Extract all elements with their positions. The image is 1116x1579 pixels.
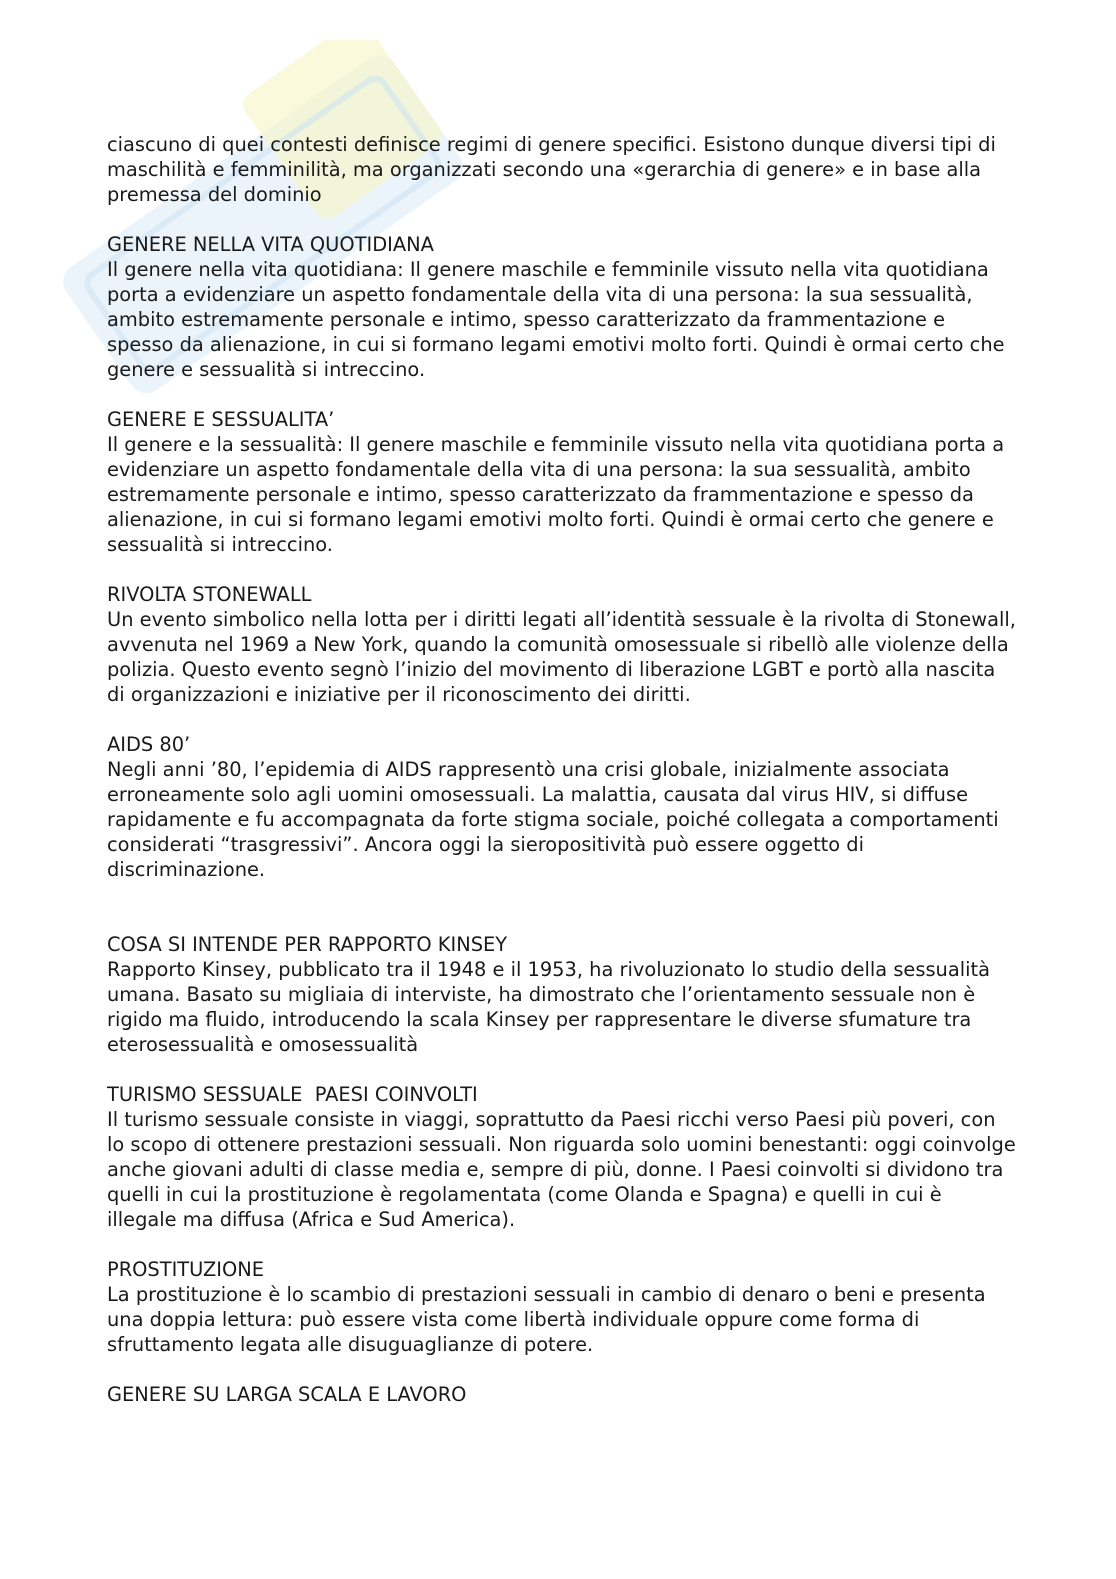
section-heading-turismo: TURISMO SESSUALE PAESI COINVOLTI <box>107 1083 478 1106</box>
section-text-kinsey: Rapporto Kinsey, pubblicato tra il 1948 e il 1953, ha rivoluzionato lo studio della sessualità umana. Basato su migliaia di interviste, ha dimostrato che l’orientamento sessuale non è rigido ma fluido, introducendo la scala Kinsey per rappresentare le diverse sfumature tra eterosessualità e omosessualità <box>107 958 990 1056</box>
section-heading-lavoro: GENERE SU LARGA SCALA E LAVORO <box>107 1383 467 1406</box>
section-text-prostituzione: La prostituzione è lo scambio di prestazioni sessuali in cambio di denaro o beni e presenta una doppia lettura: può essere vista come libertà individuale oppure come forma di sfruttamento legata alle disuguaglianze di potere. <box>107 1283 986 1356</box>
section-heading-vita-quotidiana: GENERE NELLA VITA QUOTIDIANA <box>107 233 434 256</box>
section-text-vita-quotidiana: Il genere nella vita quotidiana: Il genere maschile e femminile vissuto nella vita quotidiana porta a evidenziare un aspetto fondamentale della vita di una persona: la sua sessualità, ambito estremamente personale e intimo, spesso caratterizzato da frammentazione e spesso da alienazione, in cui si formano legami emotivi molto forti. Quindi è ormai certo che genere e sessualità si intreccino. <box>107 258 1005 381</box>
section-heading-aids: AIDS 80’ <box>107 733 191 756</box>
section-text-turismo: Il turismo sessuale consiste in viaggi, soprattutto da Paesi ricchi verso Paesi più poveri, con lo scopo di ottenere prestazioni sessuali. Non riguarda solo uomini benestanti: oggi coinvolge anche giovani adulti di classe media e, sempre di più, donne. I Paesi coinvolti si dividono tra quelli in cui la prostituzione è regolamentata (come Olanda e Spagna) e quelli in cui è illegale ma diffusa (Africa e Sud America). <box>107 1108 1016 1231</box>
section-heading-sessualita: GENERE E SESSUALITA’ <box>107 408 335 431</box>
section-text-aids: Negli anni ’80, l’epidemia di AIDS rappresentò una crisi globale, inizialmente associata erroneamente solo agli uomini omosessuali. La malattia, causata dal virus HIV, si diffuse rapidamente e fu accompagnata da forte stigma sociale, poiché collegata a comportamenti considerati “trasgressivi”. Ancora oggi la sieropositività può essere oggetto di discriminazione. <box>107 758 999 881</box>
section-heading-prostituzione: PROSTITUZIONE <box>107 1258 265 1281</box>
section-heading-kinsey: COSA SI INTENDE PER RAPPORTO KINSEY <box>107 933 508 956</box>
section-heading-stonewall: RIVOLTA STONEWALL <box>107 583 312 606</box>
intro-paragraph: ciascuno di quei contesti definisce regimi di genere specifici. Esistono dunque diversi tipi di maschilità e femminilità, ma organizzati secondo una «gerarchia di genere» e in base alla premessa del dominio <box>107 133 996 206</box>
section-text-sessualita: Il genere e la sessualità: Il genere maschile e femminile vissuto nella vita quotidiana porta a evidenziare un aspetto fondamentale della vita di una persona: la sua sessualità, ambito estremamente personale e intimo, spesso caratterizzato da frammentazione e spesso da alienazione, in cui si formano legami emotivi molto forti. Quindi è ormai certo che genere e sessualità si intreccino. <box>107 433 1005 556</box>
document-body <box>107 132 1017 1407</box>
section-text-stonewall: Un evento simbolico nella lotta per i diritti legati all’identità sessuale è la rivolta di Stonewall, avvenuta nel 1969 a New York, quando la comunità omosessuale si ribellò alle violenze della polizia. Questo evento segnò l’inizio del movimento di liberazione LGBT e portò alla nascita di organizzazioni e iniziative per il riconoscimento dei diritti. <box>107 608 1016 706</box>
